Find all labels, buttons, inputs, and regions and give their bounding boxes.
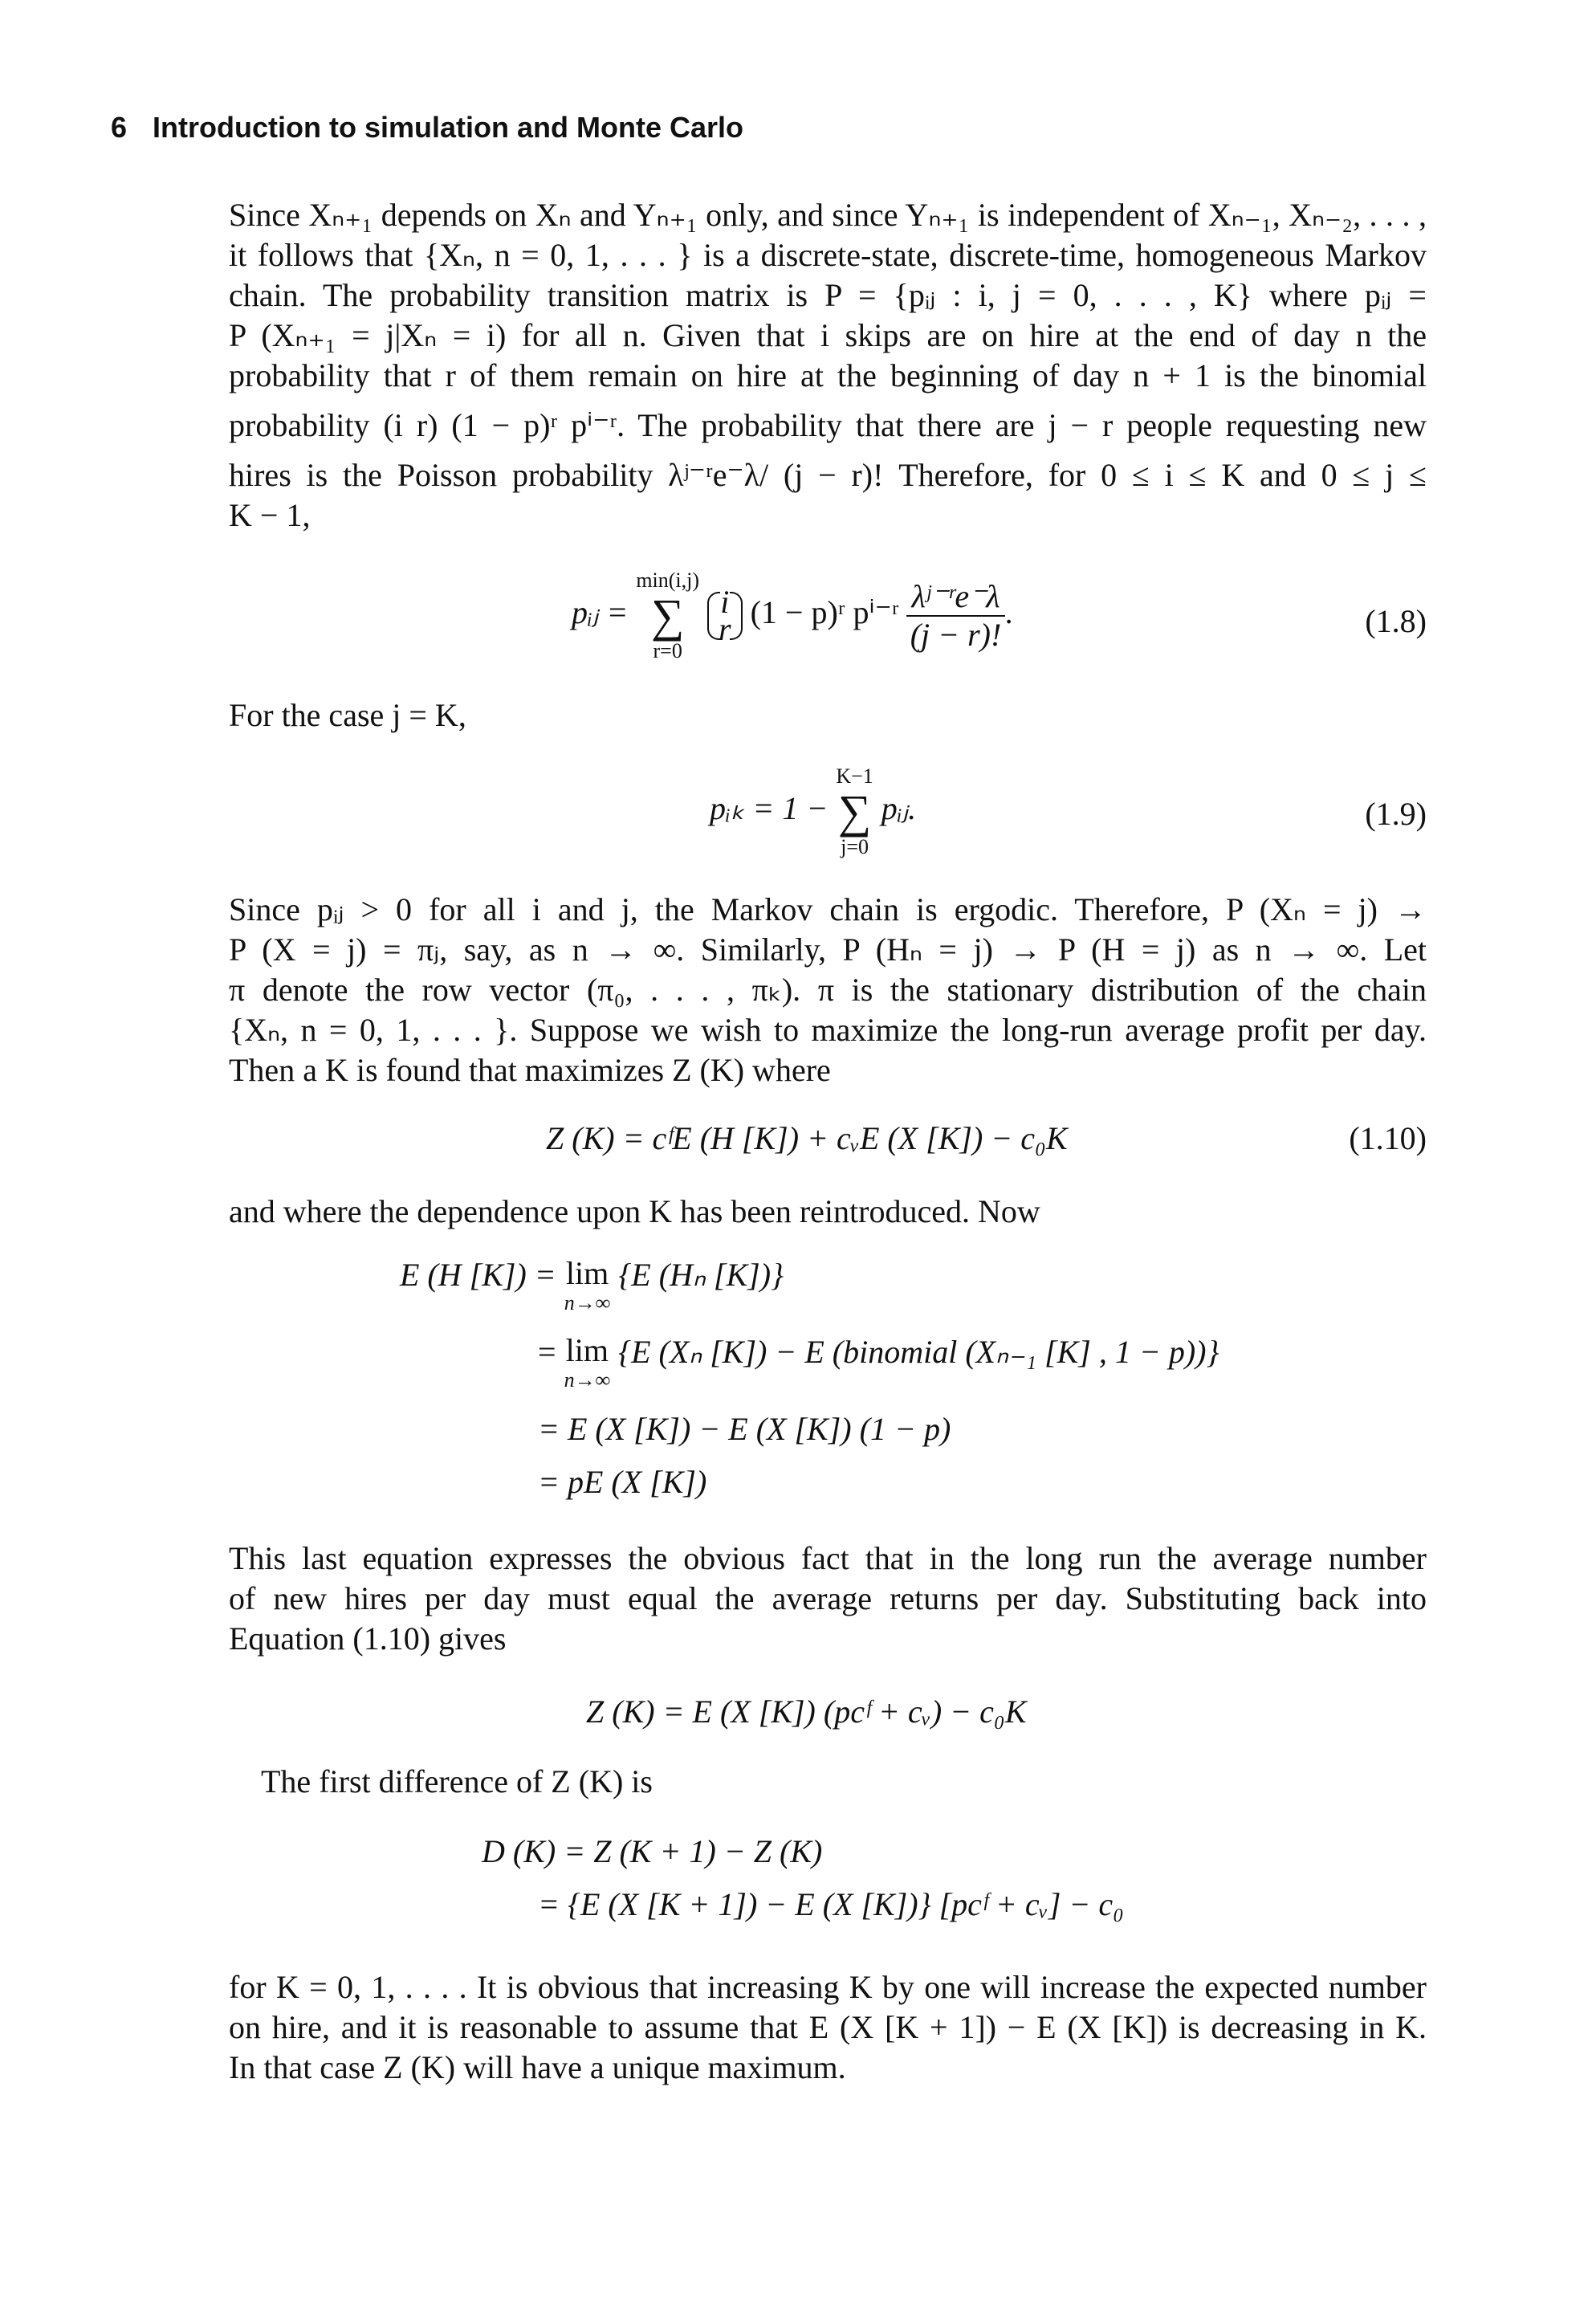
text-line: This last equation expresses the obvious fact that in the long run the average number bbox=[229, 1540, 1427, 1576]
text-line: For the case j = K, bbox=[229, 697, 466, 733]
text-line: and where the dependence upon K has been reintroduced. Now bbox=[229, 1193, 1040, 1229]
paragraph-markov-chain bbox=[229, 195, 1427, 536]
equation-dk-line-1: D (K) = Z (K + 1) − Z (K) bbox=[482, 1833, 823, 1869]
eq-lhs: pᵢₖ = 1 − bbox=[710, 790, 829, 827]
equation-number: (1.10) bbox=[1349, 1120, 1427, 1156]
sigma-symbol: ∑ bbox=[650, 589, 685, 642]
derivation-line-3: = E (X [K]) − E (X [K]) (1 − p) bbox=[538, 1411, 951, 1447]
derivation-rhs: {E (Hₙ [K])} bbox=[618, 1257, 784, 1293]
derivation-line-2 bbox=[538, 1333, 1219, 1392]
sum-operator bbox=[836, 764, 873, 859]
derivation-rhs: {E (Xₙ [K]) − E (binomial (Xₙ₋₁ [K] , 1 − p))} bbox=[618, 1334, 1219, 1370]
equation-1-8 bbox=[572, 569, 1013, 663]
binom-top: i bbox=[720, 584, 730, 620]
lim-label: lim bbox=[565, 1332, 609, 1368]
page-number: 6 bbox=[111, 111, 128, 144]
text-line: K − 1, bbox=[229, 497, 311, 533]
text-line: Since pᵢⱼ > 0 for all i and j, the Markov chain is ergodic. Therefore, P (Xₙ = j) → bbox=[229, 891, 1427, 927]
lim-label: lim bbox=[565, 1255, 609, 1291]
text-line: probability that r of them remain on hire at the beginning of day n + 1 is the binomial bbox=[229, 357, 1427, 393]
sum-upper-limit: K−1 bbox=[836, 764, 873, 788]
paragraph-dependence bbox=[229, 1192, 1427, 1232]
sum-lower-limit: r=0 bbox=[653, 639, 682, 662]
text-line: P (Xₙ₊₁ = j|Xₙ = i) for all n. Given that i skips are on hire at the end of day n the bbox=[229, 317, 1427, 353]
running-title: Introduction to simulation and Monte Carlo bbox=[153, 111, 744, 144]
eq-body: pᵢⱼ. bbox=[881, 790, 917, 827]
text-line: P (X = j) = πⱼ, say, as n → ∞. Similarly, P (Hₙ = j) → P (H = j) as n → ∞. Let bbox=[229, 931, 1427, 968]
text-line: Since Xₙ₊₁ depends on Xₙ and Yₙ₊₁ only, and since Yₙ₊₁ is independent of Xₙ₋₁, Xₙ₋₂, . . . , bbox=[229, 197, 1427, 233]
eq-lhs: pᵢⱼ = bbox=[572, 594, 629, 631]
text-line: probability (i r) (1 − p)ʳ pⁱ⁻ʳ. The probability that there are j − r people requesting new bbox=[229, 407, 1427, 443]
paragraph-case-jK bbox=[229, 695, 1427, 736]
equation-1-9 bbox=[710, 764, 916, 859]
limit-operator bbox=[564, 1333, 611, 1392]
sigma-symbol: ∑ bbox=[837, 785, 872, 838]
binom-bottom: r bbox=[719, 611, 731, 647]
text-line: π denote the row vector (π₀, . . . , πₖ). π is the stationary distribution of the chain bbox=[229, 972, 1427, 1008]
text-line: of new hires per day must equal the average returns per day. Substituting back into bbox=[229, 1580, 1427, 1616]
paragraph-first-difference bbox=[261, 1762, 1385, 1802]
text-line: for K = 0, 1, . . . . It is obvious that increasing K by one will increase the expected number bbox=[229, 1969, 1427, 2005]
sum-upper-limit: min(i,j) bbox=[636, 569, 700, 592]
text-line: Then a K is found that maximizes Z (K) where bbox=[229, 1052, 831, 1088]
paragraph-ergodic bbox=[229, 890, 1427, 1090]
text-line: Equation (1.10) gives bbox=[229, 1620, 507, 1657]
sum-lower-limit: j=0 bbox=[841, 835, 869, 858]
running-header bbox=[111, 111, 743, 145]
paragraph-conclusion bbox=[229, 1967, 1427, 2088]
lim-subscript: n→∞ bbox=[564, 1291, 611, 1314]
text-line: The first difference of Z (K) is bbox=[261, 1763, 653, 1799]
limit-operator bbox=[564, 1256, 611, 1315]
fraction bbox=[906, 578, 1004, 654]
equation-zk: Z (K) = E (X [K]) (pcᶠ + cᵥ) − c₀K bbox=[586, 1693, 1027, 1730]
fraction-denominator: (j − r)! bbox=[910, 617, 1002, 653]
lim-subscript: n→∞ bbox=[564, 1368, 611, 1392]
eq-tail: . bbox=[1004, 594, 1013, 631]
text-line: it follows that {Xₙ, n = 0, 1, . . . } is a discrete-state, discrete-time, homogeneous Markov bbox=[229, 237, 1427, 273]
equation-number: (1.8) bbox=[1365, 603, 1427, 639]
fraction-numerator: λʲ⁻ʳe⁻λ bbox=[906, 578, 1004, 617]
equation-dk-line-2: = {E (X [K + 1]) − E (X [K])} [pcᶠ + cᵥ] − c₀ bbox=[538, 1886, 1125, 1922]
text-line: on hire, and it is reasonable to assume that E (X [K + 1]) − E (X [K]) is decreasing in K. bbox=[229, 2009, 1427, 2045]
derivation-lhs: E (H [K]) = bbox=[400, 1257, 556, 1293]
binomial-coefficient bbox=[707, 584, 743, 647]
text-line: {Xₙ, n = 0, 1, . . . }. Suppose we wish to maximize the long-run average profit per day. bbox=[229, 1012, 1427, 1048]
derivation-line-4: = pE (X [K]) bbox=[538, 1464, 707, 1500]
equation-number: (1.9) bbox=[1365, 796, 1427, 832]
equation-1-10: Z (K) = cᶠE (H [K]) + cᵥE (X [K]) − c₀K bbox=[546, 1120, 1068, 1156]
paragraph-interpretation bbox=[229, 1539, 1427, 1659]
derivation-line-1 bbox=[400, 1256, 784, 1315]
text-line: hires is the Poisson probability λʲ⁻ʳe⁻λ/ (j − r)! Therefore, for 0 ≤ i ≤ K and 0 ≤ j ≤ bbox=[229, 457, 1427, 493]
eq-body: (1 − p)ʳ pⁱ⁻ʳ bbox=[750, 594, 899, 631]
equals-sign: = bbox=[538, 1334, 556, 1370]
text-line: In that case Z (K) will have a unique maximum. bbox=[229, 2049, 846, 2085]
sum-operator bbox=[636, 569, 699, 663]
text-line: chain. The probability transition matrix is P = {pᵢⱼ : i, j = 0, . . . , K} where pᵢⱼ = bbox=[229, 277, 1427, 313]
